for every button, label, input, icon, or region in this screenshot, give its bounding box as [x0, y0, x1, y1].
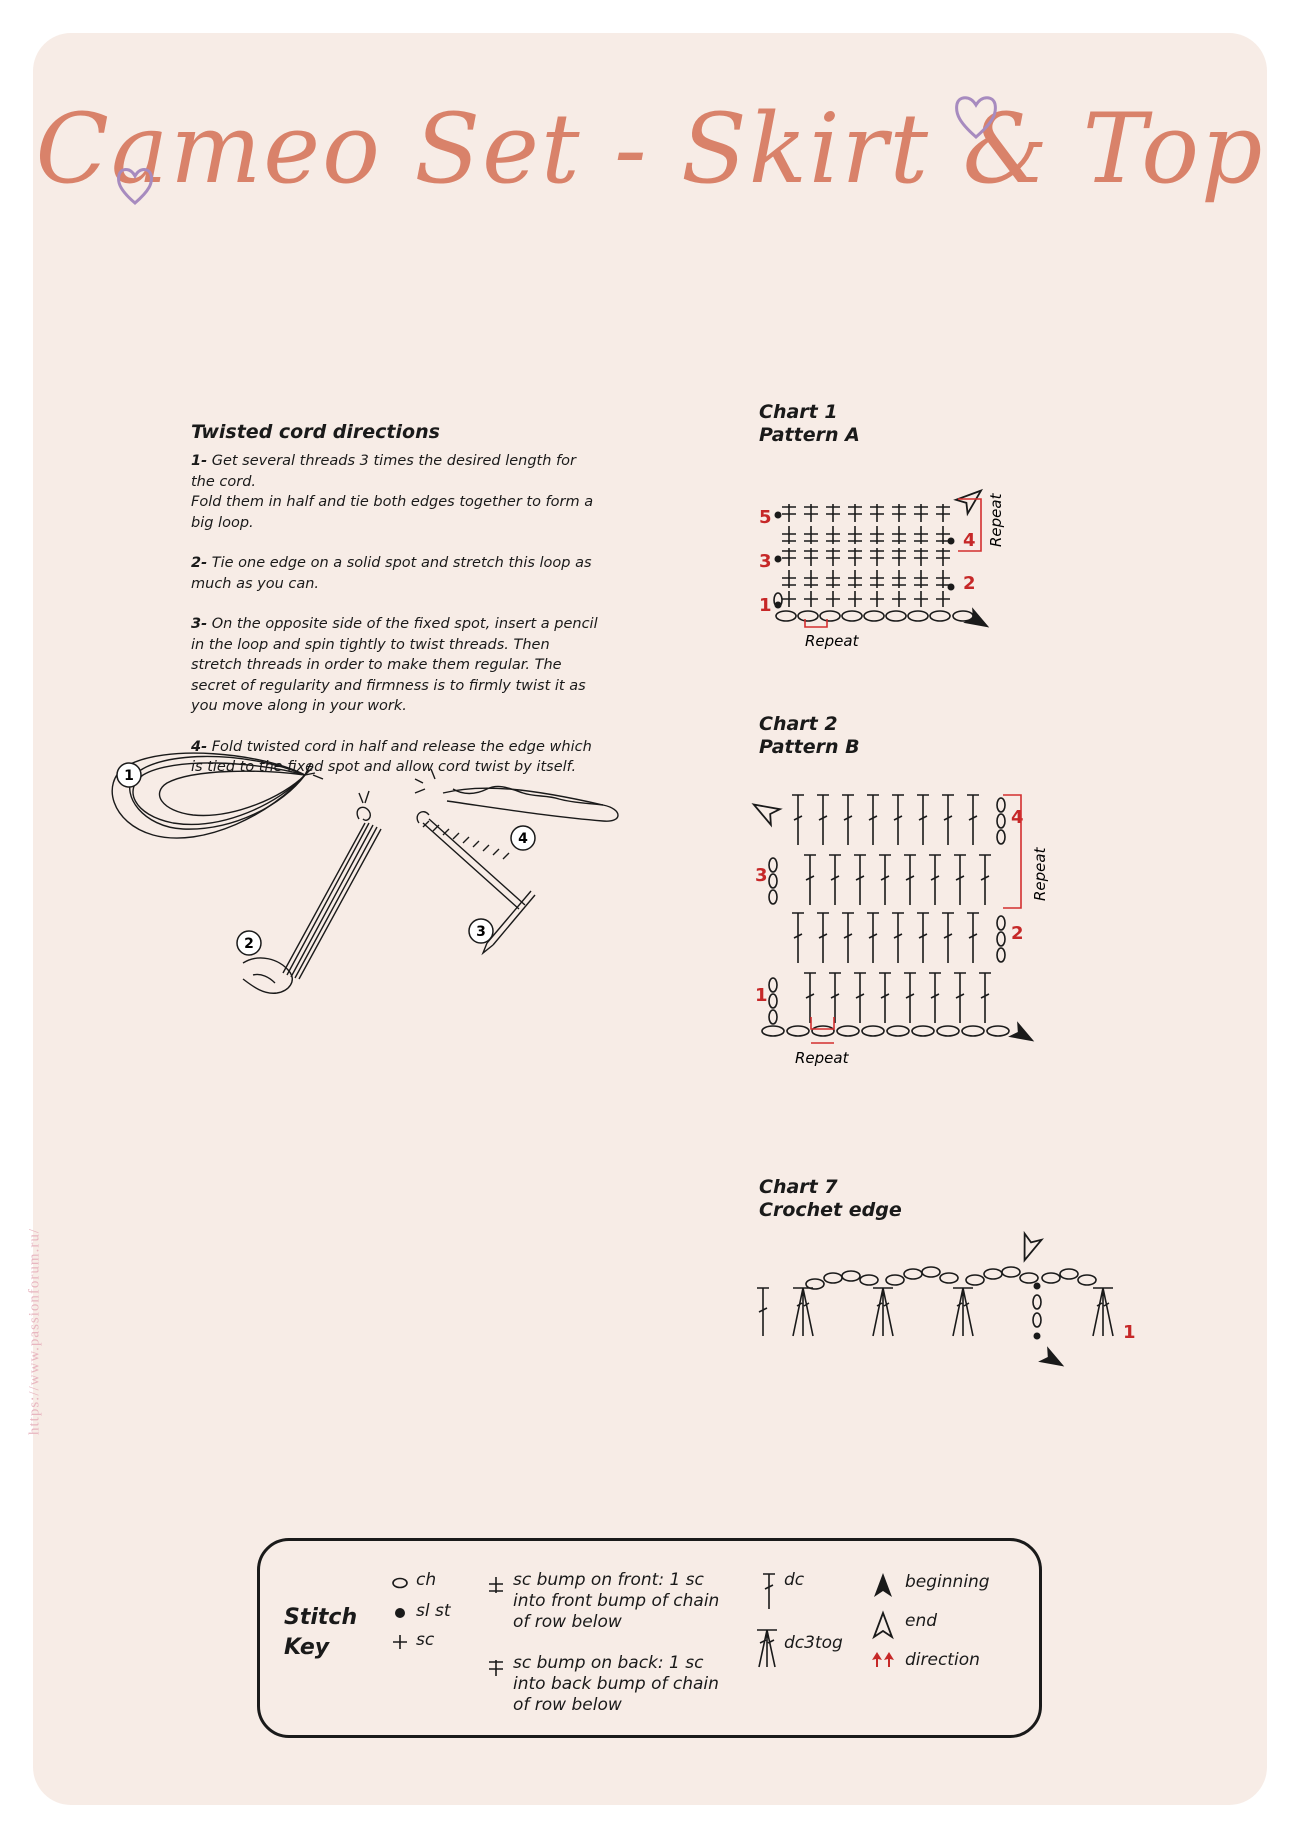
- key-sc-bump-front-label: sc bump on front: 1 sc into front bump of chain of row below: [513, 1570, 720, 1632]
- sc-stitch: [826, 591, 840, 607]
- sl-st-stitch: [1034, 1283, 1041, 1290]
- dc3tog-stitch: [1093, 1288, 1113, 1336]
- sc-bump-back-stitch: [936, 548, 950, 566]
- dc-icon: [761, 1571, 777, 1611]
- direction-step-2: 2- Tie one edge on a solid spot and stretch this loop as much as you can.: [191, 555, 592, 592]
- ch-stitch: [769, 1010, 777, 1024]
- ch-stitch: [930, 611, 950, 621]
- dc-stitch: [929, 973, 941, 1023]
- sc-icon: [391, 1633, 409, 1651]
- ch-stitch: [769, 890, 777, 904]
- sc-bump-back-stitch: [870, 548, 884, 566]
- sl-st-stitch: [948, 538, 955, 545]
- sc-bump-front-stitch: [870, 570, 884, 588]
- chart-1-heading: [759, 401, 860, 447]
- ch-stitch: [886, 611, 906, 621]
- dc-stitch: [829, 973, 841, 1023]
- row-number: 2: [963, 573, 976, 594]
- direction-step-1: 1- Get several threads 3 times the desired length for the cord. Fold them in half and tie both edges together to form a big loop.: [191, 453, 594, 531]
- sc-bump-back-stitch: [914, 548, 928, 566]
- ch-stitch: [762, 1026, 784, 1036]
- sc-bump-front-icon: [486, 1575, 506, 1595]
- dc-stitch: [979, 855, 991, 905]
- dc-stitch: [842, 795, 854, 845]
- ch-stitch: [769, 874, 777, 888]
- ch-stitch: [769, 978, 777, 992]
- sc-bump-front-stitch: [914, 570, 928, 588]
- chart-1-pattern-a: [753, 453, 1033, 650]
- dc3tog-stitch: [953, 1288, 973, 1336]
- sc-bump-front-stitch: [936, 570, 950, 588]
- sc-bump-back-stitch: [826, 548, 840, 566]
- illustration-step-markers: [117, 763, 535, 955]
- key-dc-label: dc: [784, 1570, 805, 1590]
- ch-stitch: [1042, 1273, 1060, 1283]
- chart-2-subtitle: Pattern B: [759, 736, 860, 758]
- sc-bump-front-stitch: [804, 526, 818, 544]
- sc-bump-front-stitch: [826, 570, 840, 588]
- sc-bump-front-stitch: [804, 570, 818, 588]
- ch-stitch: [940, 1273, 958, 1283]
- chart-1-side-repeat-label: Repeat: [987, 493, 1005, 547]
- dc-stitch: [917, 795, 929, 845]
- sc-bump-front-stitch: [826, 526, 840, 544]
- sl-st-icon: [391, 1605, 409, 1621]
- ch-stitch: [962, 1026, 984, 1036]
- ch-stitch: [887, 1026, 909, 1036]
- side-url: https://www.passionforum.ru/: [26, 1227, 43, 1436]
- sc-bump-front-stitch: [848, 526, 862, 544]
- key-direction-label: direction: [905, 1650, 980, 1670]
- dc3tog-icon: [754, 1627, 780, 1669]
- chart-2-pattern-b: [753, 773, 1073, 1067]
- dc-stitch: [792, 795, 804, 845]
- sc-bump-front-stitch: [782, 526, 796, 544]
- ch-stitch: [886, 1275, 904, 1285]
- ch-stitch: [824, 1273, 842, 1283]
- row-number: 1: [755, 985, 768, 1006]
- illustration-step-1-label: 1: [124, 768, 134, 784]
- dc-stitch: [854, 855, 866, 905]
- row-number: 2: [1011, 923, 1024, 944]
- ch-stitch: [904, 1269, 922, 1279]
- dc-stitch: [954, 855, 966, 905]
- ch-stitch: [997, 830, 1005, 844]
- key-sl-st-label: sl st: [416, 1601, 451, 1621]
- ch-stitch: [997, 932, 1005, 946]
- ch-stitch: [997, 798, 1005, 812]
- row-number: 3: [755, 865, 768, 886]
- directions-heading: Twisted cord directions: [191, 421, 440, 443]
- sc-bump-back-stitch: [892, 504, 906, 522]
- illustration-step-2-label: 2: [244, 936, 254, 952]
- chart-1-repeat-label: Repeat: [805, 632, 859, 650]
- dc-stitch: [954, 973, 966, 1023]
- ch-stitch: [812, 1026, 834, 1036]
- ch-icon: [390, 1576, 410, 1590]
- ch-stitch: [776, 611, 796, 621]
- end-arrow-icon: [749, 797, 780, 825]
- dc-stitch: [892, 795, 904, 845]
- dc-stitch: [817, 913, 829, 963]
- row-number: 1: [1123, 1322, 1136, 1343]
- ch-stitch: [908, 611, 928, 621]
- dc-stitch: [929, 855, 941, 905]
- ch-stitch: [837, 1026, 859, 1036]
- ch-stitch: [912, 1026, 934, 1036]
- sc-stitch: [848, 591, 862, 607]
- ch-stitch: [997, 916, 1005, 930]
- ch-stitch: [1060, 1269, 1078, 1279]
- dc-stitch: [804, 855, 816, 905]
- ch-stitch: [769, 858, 777, 872]
- ch-stitch: [997, 948, 1005, 962]
- dc-stitch: [917, 913, 929, 963]
- end-arrow-icon: [872, 1611, 894, 1639]
- dc-stitch: [892, 913, 904, 963]
- sc-bump-back-stitch: [870, 504, 884, 522]
- key-ch-label: ch: [416, 1570, 437, 1590]
- sc-bump-back-stitch: [848, 548, 862, 566]
- ch-stitch: [860, 1275, 878, 1285]
- sc-stitch: [782, 591, 796, 607]
- chart-7-heading: [759, 1176, 902, 1222]
- sc-bump-front-stitch: [848, 570, 862, 588]
- sc-bump-back-icon: [486, 1658, 506, 1678]
- dc-stitch: [829, 855, 841, 905]
- ch-stitch: [984, 1269, 1002, 1279]
- ch-stitch: [769, 994, 777, 1008]
- sl-st-stitch: [775, 556, 782, 563]
- sc-stitch: [892, 591, 906, 607]
- dc-stitch: [757, 1288, 769, 1336]
- chart-7-title: Chart 7: [759, 1176, 838, 1198]
- sc-bump-back-stitch: [914, 504, 928, 522]
- dc-stitch: [879, 973, 891, 1023]
- sc-bump-back-stitch: [848, 504, 862, 522]
- row-number: 1: [759, 595, 772, 616]
- end-arrow-icon: [1016, 1234, 1041, 1264]
- sc-bump-front-stitch: [870, 526, 884, 544]
- key-dc3tog-label: dc3tog: [784, 1633, 843, 1653]
- sc-bump-back-stitch: [892, 548, 906, 566]
- illustration-step-3-label: 3: [476, 924, 486, 940]
- ch-stitch: [937, 1026, 959, 1036]
- ch-stitch: [997, 814, 1005, 828]
- dc-stitch: [854, 973, 866, 1023]
- repeat-bracket: [811, 1017, 834, 1043]
- key-end-label: end: [905, 1611, 938, 1631]
- sc-bump-front-stitch: [782, 570, 796, 588]
- stitch-key-title: Stitch Key: [284, 1605, 358, 1660]
- ch-stitch: [864, 611, 884, 621]
- ch-stitch: [922, 1267, 940, 1277]
- dc-stitch: [817, 795, 829, 845]
- row-number: 5: [759, 507, 772, 528]
- chart-2-side-repeat-label: Repeat: [1031, 847, 1049, 901]
- ch-stitch: [1033, 1295, 1041, 1309]
- ch-stitch: [1002, 1267, 1020, 1277]
- ch-stitch: [1020, 1273, 1038, 1283]
- ch-stitch: [842, 1271, 860, 1281]
- ch-stitch: [842, 611, 862, 621]
- sc-bump-front-stitch: [914, 526, 928, 544]
- ch-stitch: [1078, 1275, 1096, 1285]
- dc-stitch: [904, 973, 916, 1023]
- sc-bump-back-stitch: [782, 548, 796, 566]
- page-card: [26, 33, 1267, 1805]
- dc-stitch: [792, 913, 804, 963]
- sc-bump-back-stitch: [804, 548, 818, 566]
- direction-arrows-icon: [870, 1649, 896, 1671]
- dc-stitch: [879, 855, 891, 905]
- chart-2-heading: [759, 713, 860, 759]
- dc-stitch: [867, 913, 879, 963]
- dc-stitch: [842, 913, 854, 963]
- sc-bump-back-stitch: [782, 504, 796, 522]
- sc-bump-front-stitch: [892, 526, 906, 544]
- dc-stitch: [904, 855, 916, 905]
- stitch-key: [257, 1538, 1042, 1738]
- dc-stitch: [804, 973, 816, 1023]
- sl-st-stitch: [775, 512, 782, 519]
- direction-step-3: 3- On the opposite side of the fixed spot, insert a pencil in the loop and spin tightly to twist threads. Then stretch threads in order to make them regular. The secret of regularity and firmness is to firmly twist it as you move along in your work.: [191, 616, 598, 714]
- dc-stitch: [942, 795, 954, 845]
- sc-stitch: [870, 591, 884, 607]
- key-sc-bump-back-label: sc bump on back: 1 sc into back bump of chain of row below: [513, 1653, 719, 1715]
- ch-stitch: [987, 1026, 1009, 1036]
- dc-stitch: [942, 913, 954, 963]
- sc-stitch: [804, 591, 818, 607]
- dc-stitch: [967, 795, 979, 845]
- dc-stitch: [979, 973, 991, 1023]
- chart-2-repeat-label: Repeat: [795, 1049, 849, 1067]
- chart-2-title: Chart 2: [759, 713, 838, 735]
- ch-stitch: [787, 1026, 809, 1036]
- beginning-arrow-icon: [1008, 1021, 1039, 1049]
- sc-bump-front-stitch: [892, 570, 906, 588]
- beginning-arrow-icon: [1038, 1346, 1069, 1374]
- dc-stitch: [967, 913, 979, 963]
- sc-bump-back-stitch: [936, 504, 950, 522]
- key-beginning-label: beginning: [905, 1572, 990, 1592]
- chart-1-title: Chart 1: [759, 401, 838, 423]
- twisted-cord-illustration: [83, 723, 643, 1013]
- ch-stitch: [798, 611, 818, 621]
- ch-stitch: [966, 1275, 984, 1285]
- page-title: Cameo Set - Skirt & Top: [35, 93, 1265, 205]
- dc-stitch: [867, 795, 879, 845]
- row-number: 3: [759, 551, 772, 572]
- row-number: 4: [963, 530, 976, 551]
- heart-icon-left: [115, 163, 155, 207]
- illustration-step-4-label: 4: [518, 831, 528, 847]
- heart-icon-right: [953, 91, 999, 141]
- dc3tog-stitch: [873, 1288, 893, 1336]
- key-sc-label: sc: [416, 1630, 435, 1650]
- sl-st-stitch: [1034, 1333, 1041, 1340]
- sc-stitch: [936, 591, 950, 607]
- ch-stitch: [806, 1279, 824, 1289]
- chart-7-crochet-edge: [753, 1228, 1193, 1368]
- direction-step-4: 4- Fold twisted cord in half and release the edge which is tied to the fixed spot and allow cord twist by itself.: [191, 738, 592, 775]
- ch-stitch: [1033, 1313, 1041, 1327]
- sl-st-stitch: [948, 584, 955, 591]
- sc-bump-back-stitch: [826, 504, 840, 522]
- ch-stitch: [862, 1026, 884, 1036]
- dc3tog-stitch: [793, 1288, 813, 1336]
- chart-7-subtitle: Crochet edge: [759, 1199, 902, 1221]
- sc-stitch: [914, 591, 928, 607]
- beginning-arrow-icon: [872, 1571, 894, 1599]
- chart-1-subtitle: Pattern A: [759, 424, 860, 446]
- ch-stitch: [820, 611, 840, 621]
- row-number: 4: [1011, 807, 1024, 828]
- sc-bump-back-stitch: [804, 504, 818, 522]
